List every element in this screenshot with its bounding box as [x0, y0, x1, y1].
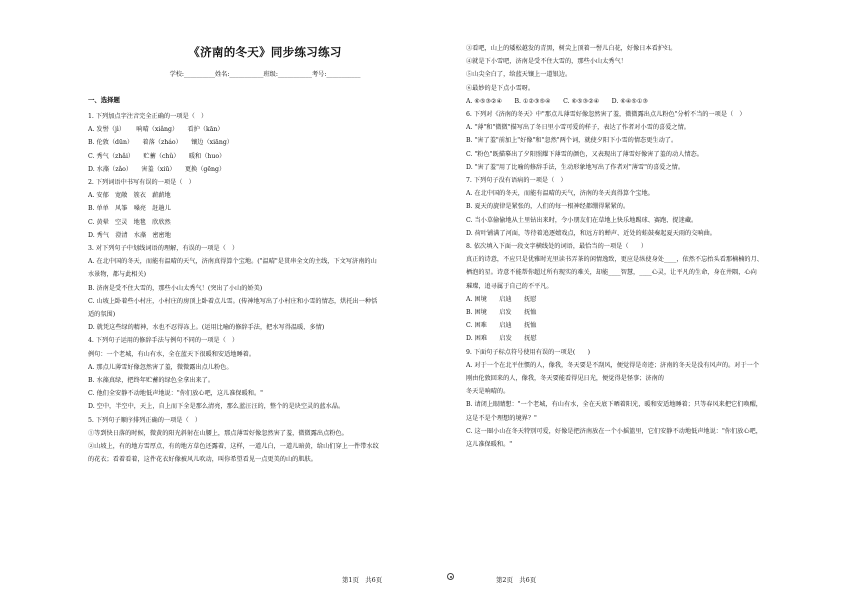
- text-line: ③看吧，山上的矮松越发的青黑，树尖上顶着一髻儿白花，好像日本看护妇。: [466, 45, 677, 52]
- text-line: 6. 下列对《济南的冬天》中"那点儿薄雪好像忽然害了羞，微微露出点儿粉色"分析不当的一项是（ ）: [466, 111, 746, 119]
- text-line: C. 这一圈小山在冬天特别可爱，好像是把济南放在一个小摇篮里，它们安静不动地低声地说："你们放心吧，: [466, 427, 762, 435]
- text-line: 8. 依次填入下面一段文字横线处的词语，最恰当的一项是（ ）: [466, 243, 648, 251]
- text-line: A. 那点儿薄雪好像忽然害了羞，微微露出点儿粉色。: [88, 363, 233, 371]
- text-line: B. "害了羞"前加上"好像"和"忽然"两个词，就使夕阳下小雪的情态更生动了。: [466, 137, 678, 145]
- text-line: A. ⑥⑤③②④ B. ①②③⑤④ C. ⑥⑤③②④ D. ⑥④⑤①③: [466, 97, 649, 105]
- text-line: 适的氛围): [88, 311, 116, 319]
- text-line: B. 请闭上眼睛想："一个老城，有山有水，全在天底下晒着阳光，暖和安适地睡着；只等春风来把它们唤醒，: [466, 401, 762, 409]
- page-number-right: 第2页 共6页: [496, 576, 537, 584]
- right-page: [458, 0, 860, 608]
- text-line: A. 在北中国的冬天，而能有温晴的天气，济南的冬天真得算个宝地。: [466, 190, 654, 198]
- text-line: ⑥最妙的是下点小雪呀。: [466, 84, 535, 92]
- text-line: C. 困难 启迪 抚恤: [466, 322, 537, 330]
- page-number-left: 第1页 共6页: [342, 576, 383, 584]
- text-line: 7. 下列句子没有语病的一项是（ ）: [466, 177, 567, 185]
- text-line: 刚由伦敦回来的人，像我，冬天要能看得见日光，便觉得是怪事；济南的: [466, 375, 664, 383]
- text-line: D. 空中，半空中，天上，自上而下全是那么清亮，那么蓝汪汪的，整个的是块空灵的蓝水晶。: [88, 403, 345, 411]
- text-line: 4. 下列句子运用的修辞手法与例句不同的一项是（ ）: [88, 337, 239, 345]
- section-heading: 一、选择题: [88, 96, 120, 104]
- text-line: 这儿准保暖和。": [466, 441, 513, 449]
- text-line: B. 伦敦（dūn） 着落（zháo） 镶边（xiāng）: [88, 139, 233, 147]
- text-line: ②山坡上，有的地方雪厚点，有的地方草色还露着，这样，一道儿白，一道儿暗黄，给山们穿上一件带水纹: [88, 443, 379, 451]
- text-line: A. "薄"和"微微"描写出了冬日里小雪可爱的样子，表达了作者对小雪的喜爱之情。: [466, 124, 690, 132]
- text-line: B. 夏天的旋律是紧张的，人们的每一根神经都绷得紧紧的。: [466, 203, 630, 211]
- text-line: A. 困境 启迪 抚慰: [466, 295, 537, 303]
- text-line: 冬天是响晴的。: [466, 388, 510, 396]
- text-line: 璀璨，追寻属于自己的不平凡。: [466, 282, 553, 290]
- text-line: ④就是下小雪吧，济南是受不住大雪的，那些小山太秀气！: [466, 58, 627, 66]
- text-line: 1. 下列加点字注音完全正确的一项是（ ）: [88, 113, 208, 120]
- student-info-line: 学校:__________姓名:___________班级:___________考号:___________: [169, 71, 361, 78]
- text-line: C. 他们全安静不动地低声地说："你们放心吧，这儿准保暖和。": [88, 390, 264, 398]
- text-line: C. 山坡上卧着些小村庄，小村庄的房顶上卧着点儿雪。(传神地写出了小村庄和小雪的情态，烘托出一种恬: [88, 297, 378, 305]
- left-question-text: [88, 110, 442, 466]
- text-line: A. 安郁 宽敞 簇衣 薪薪地: [88, 192, 171, 200]
- text-line: 真正的诗意，不应只是优雅时光里读书弄茶的闲情逸致，更应是纵使身处____，依然不忘抬头看那楠楠的月、: [466, 256, 763, 264]
- text-line: B. 水藻真绿，把终年贮蓄的绿色全拿出来了。: [88, 377, 215, 385]
- text-line: D. 秀气 澄清 水藻 密密地: [88, 231, 171, 239]
- text-line: C. 黄晕 空灵 地毯 欣欣然: [88, 218, 171, 226]
- text-line: 的花衣；看着看着，这件花衣好像被风儿吹动，叫你希望看见一点更美的山的肌肤。: [88, 456, 317, 464]
- text-line: 9. 下面句子标点符号使用有误的一项是( ): [466, 348, 591, 356]
- document-title: 《济南的冬天》同步练习练习: [188, 45, 342, 59]
- text-line: A. 发髻（jì） 响晴（xiǎng） 看护（kān）: [88, 126, 224, 134]
- text-line: 2. 下列词语中书写有误的一项是（ ）: [88, 179, 195, 187]
- text-line: B. 困境 启发 抚恤: [466, 309, 537, 317]
- text-line: B. 济南是受不住大雪的，那些小山太秀气！(突出了小山的娇美): [88, 284, 263, 292]
- text-line: 栖泡的星。诗意不能帮你超过所有现实的难关，却能____智慧，____心灵，让平凡的生命，身在井隅，心向: [466, 269, 757, 277]
- text-line: C. "粉色"既描摹出了夕阳照耀下薄雪的颜色，又表现出了薄雪好像害了羞的动人情态。: [466, 150, 703, 158]
- text-line: D. 就凭这些绿的精神，水也不忍得冻上。(运用比喻的修辞手法，把水写得温暖、多情): [88, 324, 325, 332]
- right-question-text: [466, 42, 832, 451]
- text-line: ⑤山尖全白了，给蓝天镶上一道银边。: [466, 71, 572, 79]
- text-line: D. 困难 启发 抚慰: [466, 335, 537, 343]
- text-line: D. 荷叶铺满了河面，等待着追逐嬉戏点，和远方的蝉声、近处的蛙鼓奏起夏天雨的交响曲。: [466, 229, 716, 237]
- text-line: ①等到快日落的时候，微黄的阳光斜射在山腰上，那点薄雪好像忽然害了羞，微微露出点粉色。: [88, 429, 348, 437]
- text-line: B. 单单 风筝 嗓亮 赶趟儿: [88, 205, 171, 213]
- text-line: C. 秀气（zhǎi） 贮蓄（chǔ） 暖和（huo）: [88, 152, 226, 160]
- text-line: C. 当小草偷偷地从土里钻出来时，令小朋友们在草地上快乐地踢球、赛跑、捉迷藏。: [466, 216, 698, 224]
- text-line: 3. 对下列句子中划线词语的理解，有误的一项是（ ）: [88, 245, 239, 253]
- text-line: D. "害了羞"用了比喻的修辞手法，生动形象地写出了作者对"薄雪"的喜爱之情。: [466, 163, 685, 171]
- text-line: A. 在北中国的冬天，而能有温晴的天气，济南真得算个宝地。("温晴"是贯串全文的主线，下文写济南的山: [88, 258, 377, 266]
- text-line: 例句：一个老城，有山有水，全在蓝天下很暖和安适地睡着。: [88, 350, 256, 358]
- text-line: 这是不是个理想的境界？": [466, 414, 537, 422]
- binding-circle-icon: [447, 573, 454, 580]
- text-line: 水景物，都与此相关): [88, 271, 147, 279]
- text-line: A. 对于一个在北平住惯的人，像我，冬天要是不刮风，便觉得是奇迹；济南的冬天是没有风声的。对于一个: [466, 361, 760, 369]
- text-line: 5. 下列句子顺序排列正确的一项是（ ）: [88, 416, 202, 424]
- text-line: D. 水藻（zǎo） 害羞（xiū） 更换（gēng）: [88, 165, 226, 173]
